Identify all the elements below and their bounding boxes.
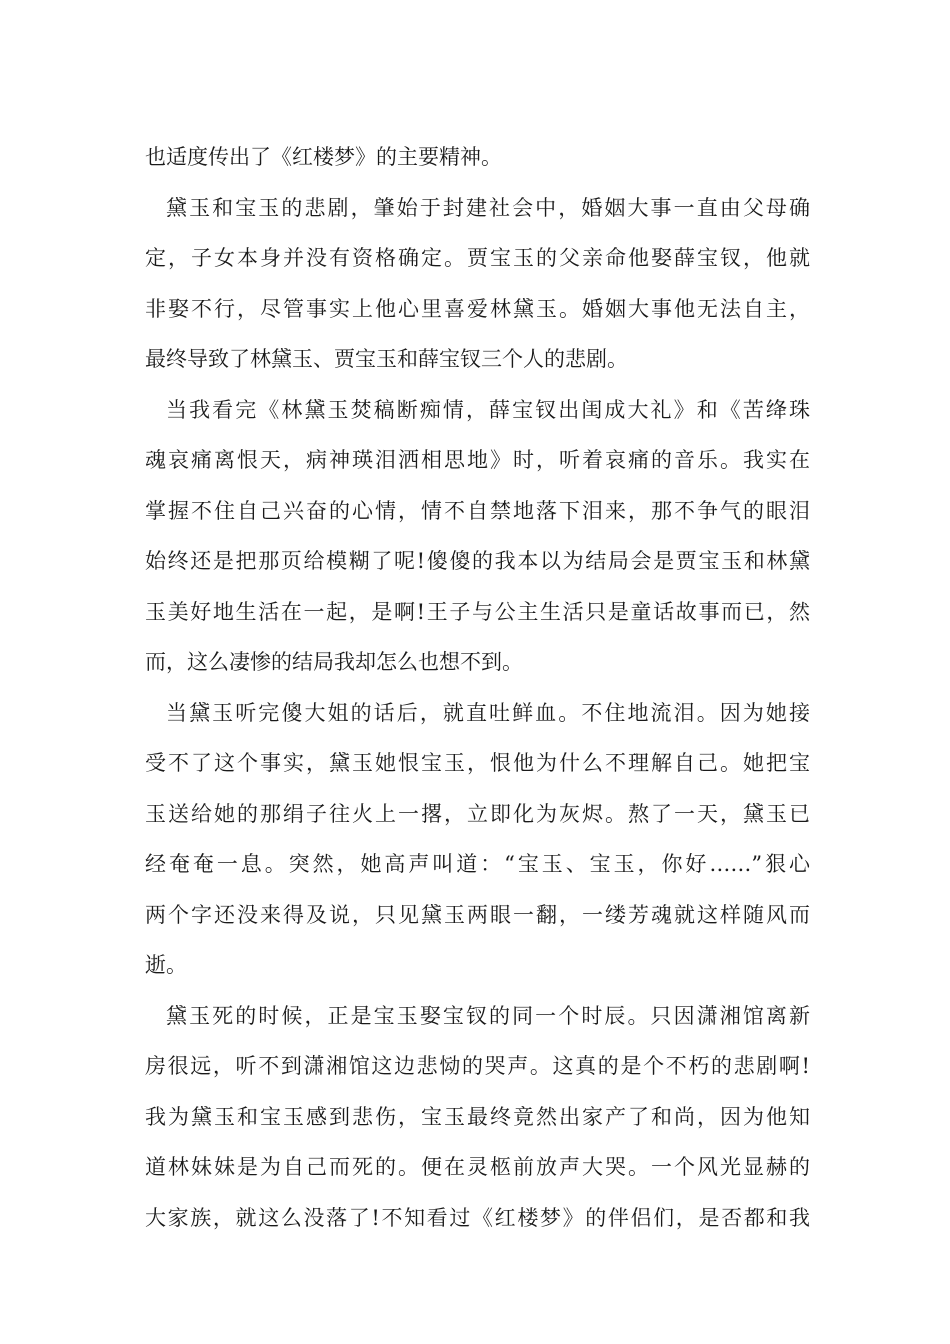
text-line: 受不了这个事实，黛玉她恨宝玉，恨他为什么不理解自己。她把宝	[145, 751, 810, 775]
text-line: 黛玉死的时候，正是宝玉娶宝钗的同一个时辰。只因潇湘馆离新	[166, 1003, 810, 1028]
text-line: 也适度传出了《红楼梦》的主要精神。	[145, 145, 502, 169]
text-line: 我为黛玉和宝玉感到悲伤，宝玉最终竟然出家产了和尚，因为他知	[145, 1104, 810, 1129]
text-line: 大家族，就这么没落了!不知看过《红楼梦》的伴侣们，是否都和我	[145, 1205, 810, 1230]
text-line: 玉送给她的那绢子往火上一撂，立即化为灰烬。熬了一天，黛玉已	[145, 801, 810, 826]
text-line: 经奄奄一息。突然，她高声叫道：“宝玉、宝玉，你好……”狠心	[145, 852, 810, 876]
text-line: 玉美好地生活在一起，是啊!王子与公主生活只是童话故事而已，然	[145, 599, 810, 624]
text-line: 当我看完《林黛玉焚稿断痴情，薛宝钗出闺成大礼》和《苦绛珠	[166, 397, 810, 422]
document-body	[145, 132, 810, 1243]
text-line: 房很远，听不到潇湘馆这边悲恸的哭声。这真的是个不朽的悲剧啊!	[145, 1054, 810, 1078]
text-line: 黛玉和宝玉的悲剧，肇始于封建社会中，婚姻大事一直由父母确	[166, 195, 810, 220]
text-line: 始终还是把那页给模糊了呢!傻傻的我本以为结局会是贾宝玉和林黛	[145, 549, 810, 573]
text-line: 非娶不行，尽管事实上他心里喜爱林黛玉。婚姻大事他无法自主，	[145, 296, 810, 321]
text-line: 逝。	[145, 953, 187, 977]
text-line: 魂哀痛离恨天，病神瑛泪洒相思地》时，听着哀痛的音乐。我实在	[145, 448, 810, 472]
text-line: 两个字还没来得及说，只见黛玉两眼一翻，一缕芳魂就这样随风而	[145, 902, 810, 927]
text-line: 定，子女本身并没有资格确定。贾宝玉的父亲命他娶薛宝钗，他就	[145, 246, 810, 270]
text-line: 道林妹妹是为自己而死的。便在灵柩前放声大哭。一个风光显赫的	[145, 1155, 810, 1179]
text-line: 而，这么凄惨的结局我却怎么也想不到。	[145, 650, 523, 674]
text-line: 最终导致了林黛玉、贾宝玉和薛宝钗三个人的悲剧。	[145, 347, 628, 371]
text-line: 掌握不住自己兴奋的心情，情不自禁地落下泪来，那不争气的眼泪	[145, 498, 810, 523]
text-line: 当黛玉听完傻大姐的话后，就直吐鲜血。不住地流泪。因为她接	[166, 700, 810, 725]
